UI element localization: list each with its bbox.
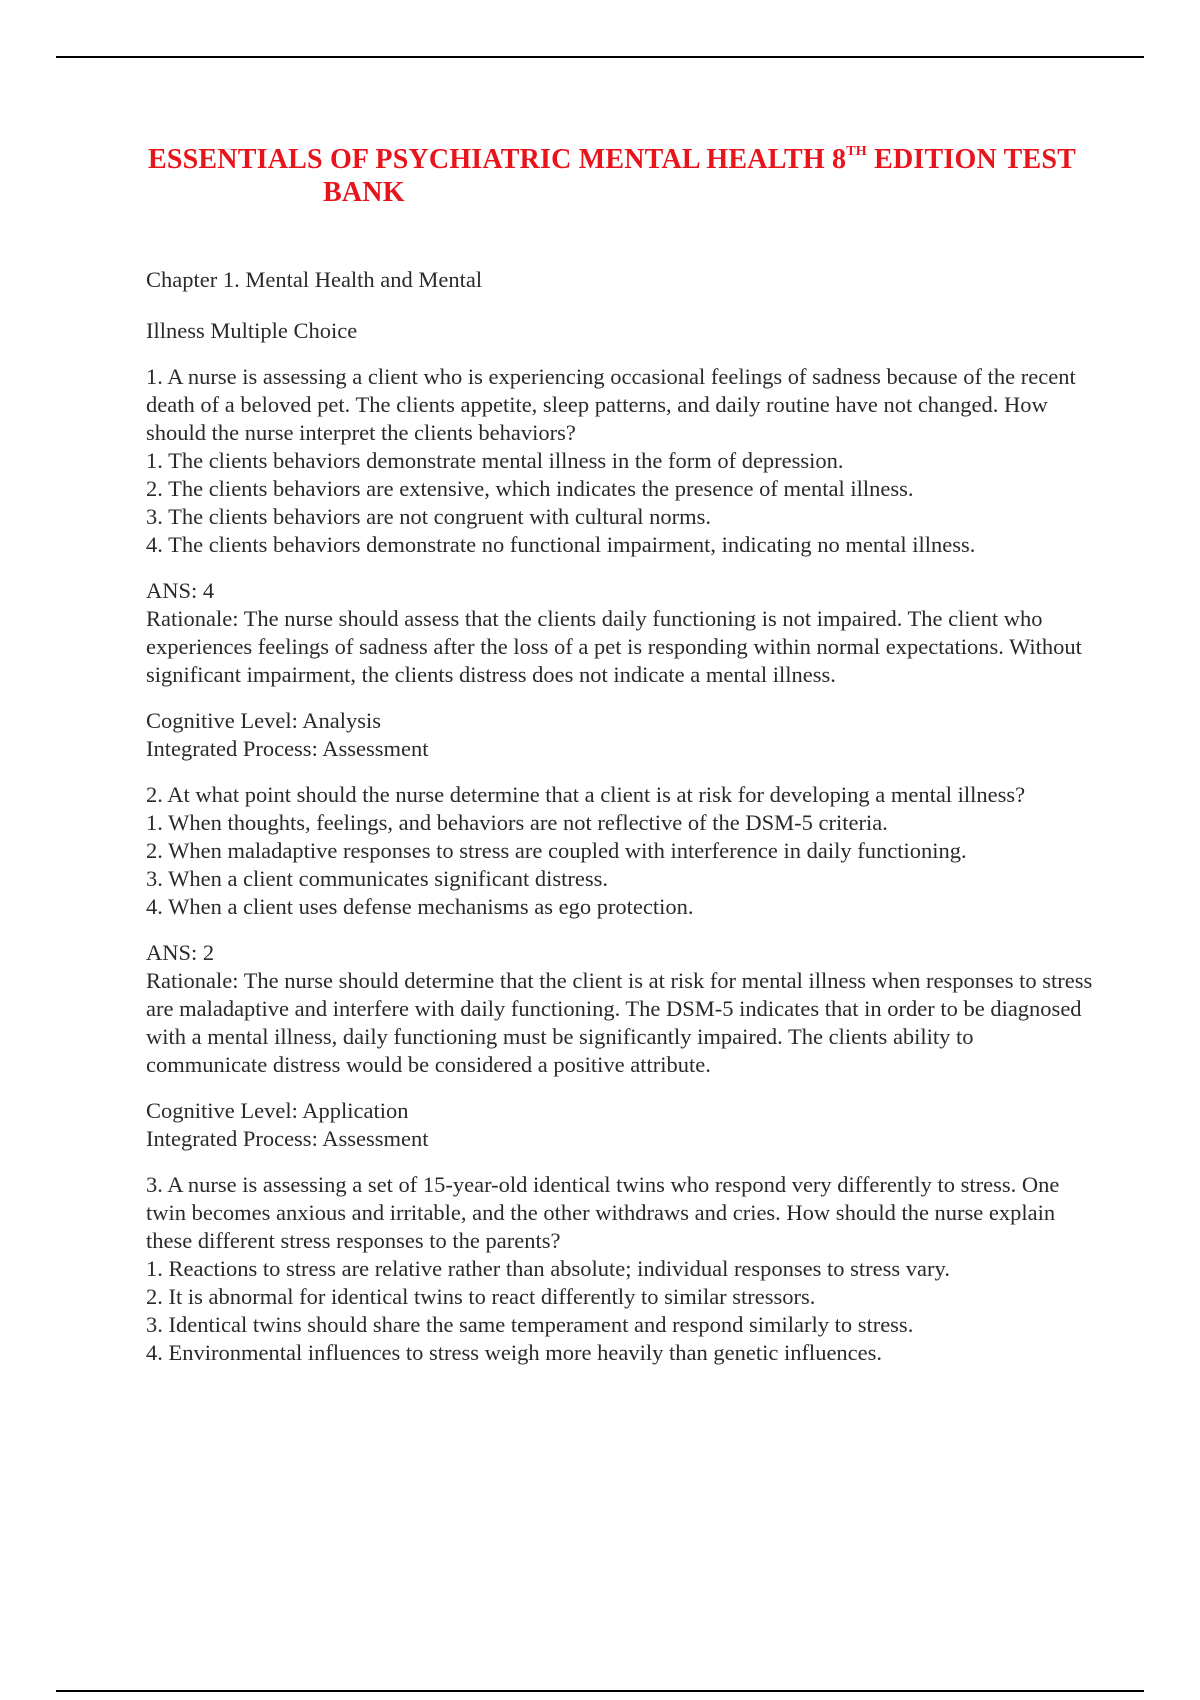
title-text-continued: EDITION TEST: [866, 144, 1076, 175]
question-stem: 3. A nurse is assessing a set of 15-year-old identical twins who respond very differently to stress. One twin becomes anxious and irritable, and the other withdraws and cries. How should the nurse explain these different stress responses to the parents?: [146, 1172, 1060, 1253]
question-stem: 1. A nurse is assessing a client who is experiencing occasional feelings of sadness because of the recent death of a beloved pet. The clients appetite, sleep patterns, and daily routine have not changed. How should the nurse interpret the clients behaviors?: [146, 364, 1076, 445]
chapter-heading: Chapter 1. Mental Health and Mental: [146, 267, 483, 292]
title-superscript: TH: [846, 144, 867, 159]
rationale: Rationale: The nurse should determine that the client is at risk for mental illness when responses to stress are maladaptive and interfere with daily functioning. The DSM-5 indicates that in order to be diagnosed with a mental illness, daily functioning must be significantly impaired. The clients ability to communicate distress would be considered a positive attribute.: [146, 968, 1093, 1077]
meta-2: [146, 1097, 1096, 1153]
answer-option: 4. The clients behaviors demonstrate no functional impairment, indicating no mental illness.: [146, 532, 976, 557]
cognitive-level: Cognitive Level: Analysis: [146, 708, 381, 733]
answer-option: 4. Environmental influences to stress weigh more heavily than genetic influences.: [146, 1340, 883, 1365]
rationale: Rationale: The nurse should assess that the clients daily functioning is not impaired. The client who experiences feelings of sadness after the loss of a pet is responding within normal expectations. Without significant impairment, the clients distress does not indicate a mental illness.: [146, 606, 1082, 687]
title-text: ESSENTIALS OF PSYCHIATRIC MENTAL HEALTH 8: [148, 144, 847, 175]
answer-option: 1. The clients behaviors demonstrate mental illness in the form of depression.: [146, 448, 844, 473]
top-rule: [56, 56, 1144, 58]
cognitive-level: Cognitive Level: Application: [146, 1098, 409, 1123]
answer-2: [146, 939, 1096, 1079]
answer-key: ANS: 2: [146, 940, 215, 965]
question-stem: 2. At what point should the nurse determine that a client is at risk for developing a mental illness?: [146, 782, 1026, 807]
question-3: [146, 1171, 1096, 1367]
answer-option: 2. The clients behaviors are extensive, which indicates the presence of mental illness.: [146, 476, 914, 501]
question-1: [146, 363, 1096, 559]
integrated-process: Integrated Process: Assessment: [146, 736, 429, 761]
document-title: [148, 143, 1098, 209]
answer-option: 1. Reactions to stress are relative rather than absolute; individual responses to stress vary.: [146, 1256, 950, 1281]
document-body: [146, 266, 1096, 1385]
answer-key: ANS: 4: [146, 578, 215, 603]
answer-option: 1. When thoughts, feelings, and behaviors are not reflective of the DSM-5 criteria.: [146, 810, 888, 835]
title-line-2: BANK: [323, 177, 405, 208]
answer-option: 3. When a client communicates significant distress.: [146, 866, 608, 891]
section-subtitle: Illness Multiple Choice: [146, 318, 358, 343]
meta-1: [146, 707, 1096, 763]
question-2: [146, 781, 1096, 921]
answer-option: 3. The clients behaviors are not congruent with cultural norms.: [146, 504, 712, 529]
bottom-rule: [56, 1690, 1144, 1692]
answer-option: 2. It is abnormal for identical twins to react differently to similar stressors.: [146, 1284, 816, 1309]
answer-option: 2. When maladaptive responses to stress are coupled with interference in daily functioning.: [146, 838, 967, 863]
answer-1: [146, 577, 1096, 689]
integrated-process: Integrated Process: Assessment: [146, 1126, 429, 1151]
answer-option: 3. Identical twins should share the same temperament and respond similarly to stress.: [146, 1312, 914, 1337]
answer-option: 4. When a client uses defense mechanisms as ego protection.: [146, 894, 694, 919]
